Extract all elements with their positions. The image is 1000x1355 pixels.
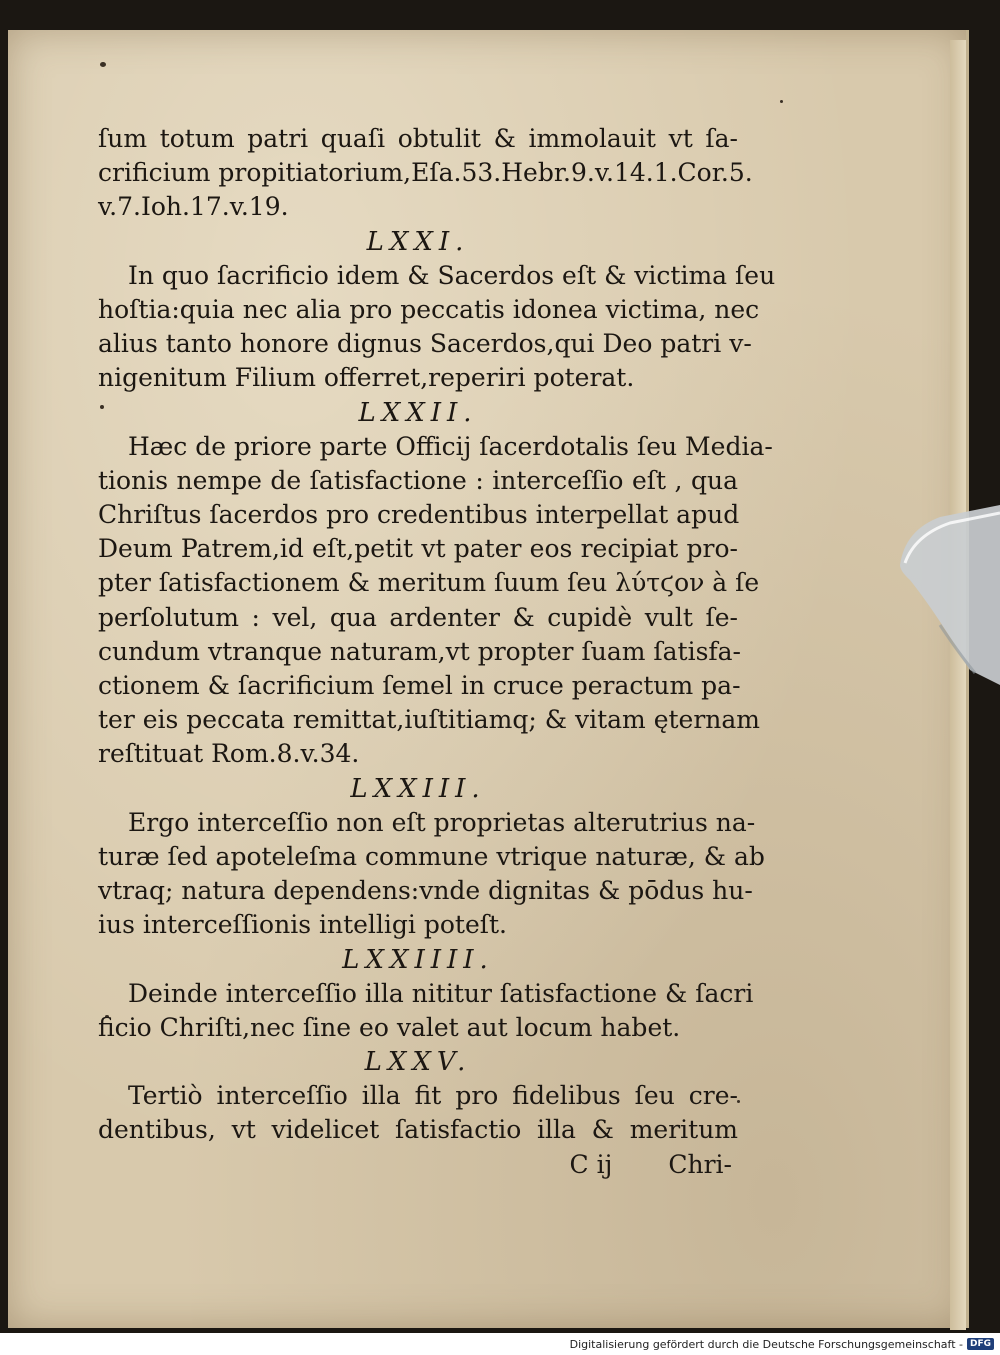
text-line: cundum vtranque naturam,vt propter ſuam ſatisfa- bbox=[98, 636, 742, 666]
text-line: tionis nempe de ſatisfactione : interceſſio eſt , qua bbox=[98, 465, 738, 495]
text-line: Chriſtus ſacerdos pro credentibus interpellat apud bbox=[98, 500, 740, 530]
scanner-clip bbox=[900, 505, 1000, 685]
text-line: nigenitum Filium offerret,reperiri poterat. bbox=[98, 363, 635, 393]
text-line: perſolutum : vel, qua ardenter & cupidè vult ſe- bbox=[98, 602, 738, 632]
text-line: pter ſatisfactionem & meritum ſuum ſeu λύτϛον à ſe bbox=[98, 568, 760, 598]
text-line: reſtituat Rom.8.v.34. bbox=[98, 739, 360, 769]
section-heading: LXXII. bbox=[358, 397, 478, 428]
section-heading: LXXIII. bbox=[350, 773, 486, 804]
section-heading: LXXV. bbox=[364, 1047, 472, 1078]
text-line: crificium propitiatorium,Eſa.53.Hebr.9.v.14.1.Cor.5. bbox=[98, 158, 753, 188]
text-line: dentibus, vt videlicet ſatisfactio illa & meritum bbox=[98, 1115, 738, 1145]
text-line: Hæc de priore parte Officij ſacerdotalis ſeu Media- bbox=[128, 431, 773, 461]
text-line: Ergo interceſſio non eſt proprietas alterutrius na- bbox=[128, 807, 756, 837]
text-line: ter eis peccata remittat,iuſtitiamq; & vitam ęternam bbox=[98, 705, 760, 735]
page-edge bbox=[950, 40, 966, 1330]
signature-mark: C ij bbox=[569, 1149, 613, 1179]
text-line: Tertiò interceſſio illa fit pro fidelibus ſeu cre- bbox=[128, 1081, 738, 1111]
text-line: Deinde interceſſio illa nititur ſatisfactione & ſacri bbox=[128, 978, 754, 1008]
section-heading: LXXI. bbox=[366, 226, 470, 257]
text-line: ctionem & ſacrificium ſemel in cruce peractum pa- bbox=[98, 671, 741, 700]
page-foot-row bbox=[98, 1148, 738, 1182]
text-line: turæ ſed apoteleſma commune vtrique naturæ, & ab bbox=[98, 841, 765, 871]
text-line: Deum Patrem,id eſt,petit vt pater eos recipiat pro- bbox=[98, 534, 738, 564]
text-line: alius tanto honore dignus Sacerdos,qui Deo patri v- bbox=[98, 329, 752, 359]
text-line: ſum totum patri quaſi obtulit & immolauit vt ſa- bbox=[98, 124, 738, 153]
footer-credit: Digitalisierung gefördert durch die Deutsche Forschungsgemeinschaft - bbox=[569, 1337, 963, 1351]
dfg-logo: DFG bbox=[967, 1338, 994, 1350]
text-line: In quo ſacrificio idem & Sacerdos eſt & victima ſeu bbox=[128, 260, 776, 290]
catchword: Chri- bbox=[668, 1149, 732, 1179]
page-text bbox=[98, 122, 776, 1182]
text-line: ficio Chriſti,nec ſine eo valet aut locum habet. bbox=[98, 1012, 681, 1042]
text-line: vtraq; natura dependens:vnde dignitas & pōdus hu- bbox=[98, 876, 753, 906]
text-line: ius interceſſionis intelligi poteſt. bbox=[98, 910, 507, 940]
text-line: v.7.Ioh.17.v.19. bbox=[98, 192, 289, 222]
section-heading: LXXIIII. bbox=[342, 944, 494, 975]
text-line: hoſtia:quia nec alia pro peccatis idonea victima, nec bbox=[98, 294, 760, 324]
footer-bar bbox=[0, 1333, 1000, 1355]
